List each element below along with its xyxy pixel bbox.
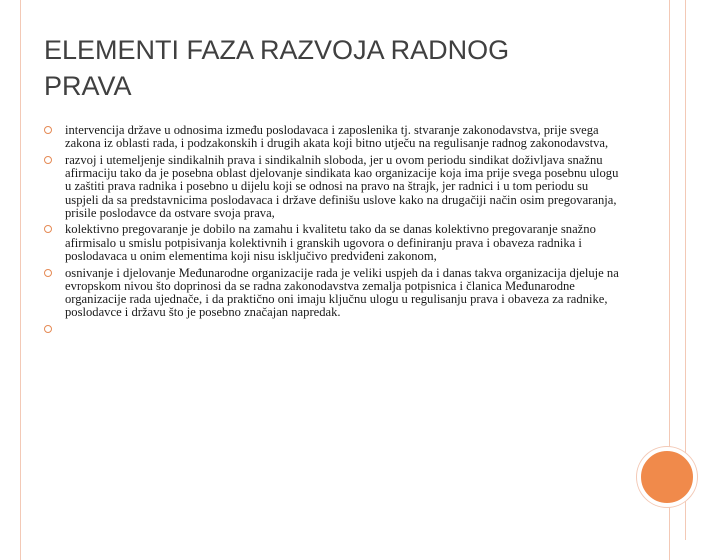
- bullet-icon: [44, 325, 52, 333]
- bullet-text: razvoj i utemeljenje sindikalnih prava i sindikalnih sloboda, jer u ovom periodu sindikat doživljava snažnu afirmaciju tako da je posebna oblast djelovanje sindikata kao organizacije koja ima prije svega posebnu ulogu u zaštiti prava radnika i posebno u dijelu koji se odnosi na pravo na štrajk, jer radnici i u tom periodu su uspjeli da sa predstavnicima poslodavaca i države definišu uslove kako na drugačiji način osim pregovaranja, prisile poslodavce da ostvare svoja prava,: [65, 152, 619, 220]
- bullet-text: intervencija države u odnosima između poslodavaca i zaposlenika tj. stvaranje zakonodavstva, prije svega zakona iz oblasti rada, i podzakonskih i drugih akata koji bitno utječu na regulisanje radnog zakonodavstva,: [65, 123, 609, 151]
- bullet-icon: [44, 156, 52, 164]
- bullet-text: osnivanje i djelovanje Međunarodne organizacije rada je veliki uspjeh da i danas takva organizacija djeluje na evropskom nivou što doprinosi da se radna zakonodavstva zemalja potpisnica i članica Međunarodne organizacije rada ujednače, i da praktično oni imaju ključnu ulogu u regulisanju prava i obaveza za radnike, poslodavce i državu što je posebno značajan napredak.: [65, 265, 619, 320]
- bullet-list: [44, 124, 624, 340]
- slide-title: ELEMENTI FAZA RAZVOJA RADNOG PRAVA: [44, 35, 510, 101]
- bullet-item: [44, 267, 624, 320]
- bullet-item: [44, 323, 624, 337]
- bullet-item: [44, 124, 624, 151]
- bullet-item: [44, 154, 624, 220]
- accent-circle: [637, 447, 697, 507]
- bullet-icon: [44, 269, 52, 277]
- bullet-icon: [44, 126, 52, 134]
- bullet-item: [44, 223, 624, 263]
- bullet-icon: [44, 225, 52, 233]
- bullet-text: kolektivno pregovaranje je dobilo na zamahu i kvalitetu tako da se danas kolektivno pregovaranje snažno afirmisalo u smislu potpisivanja kolektivnih i granskih ugovora o definiranju prava i obaveza radnika i poslodavaca u onim elementima koji nisu isključivo predviđeni zakonom,: [65, 222, 596, 264]
